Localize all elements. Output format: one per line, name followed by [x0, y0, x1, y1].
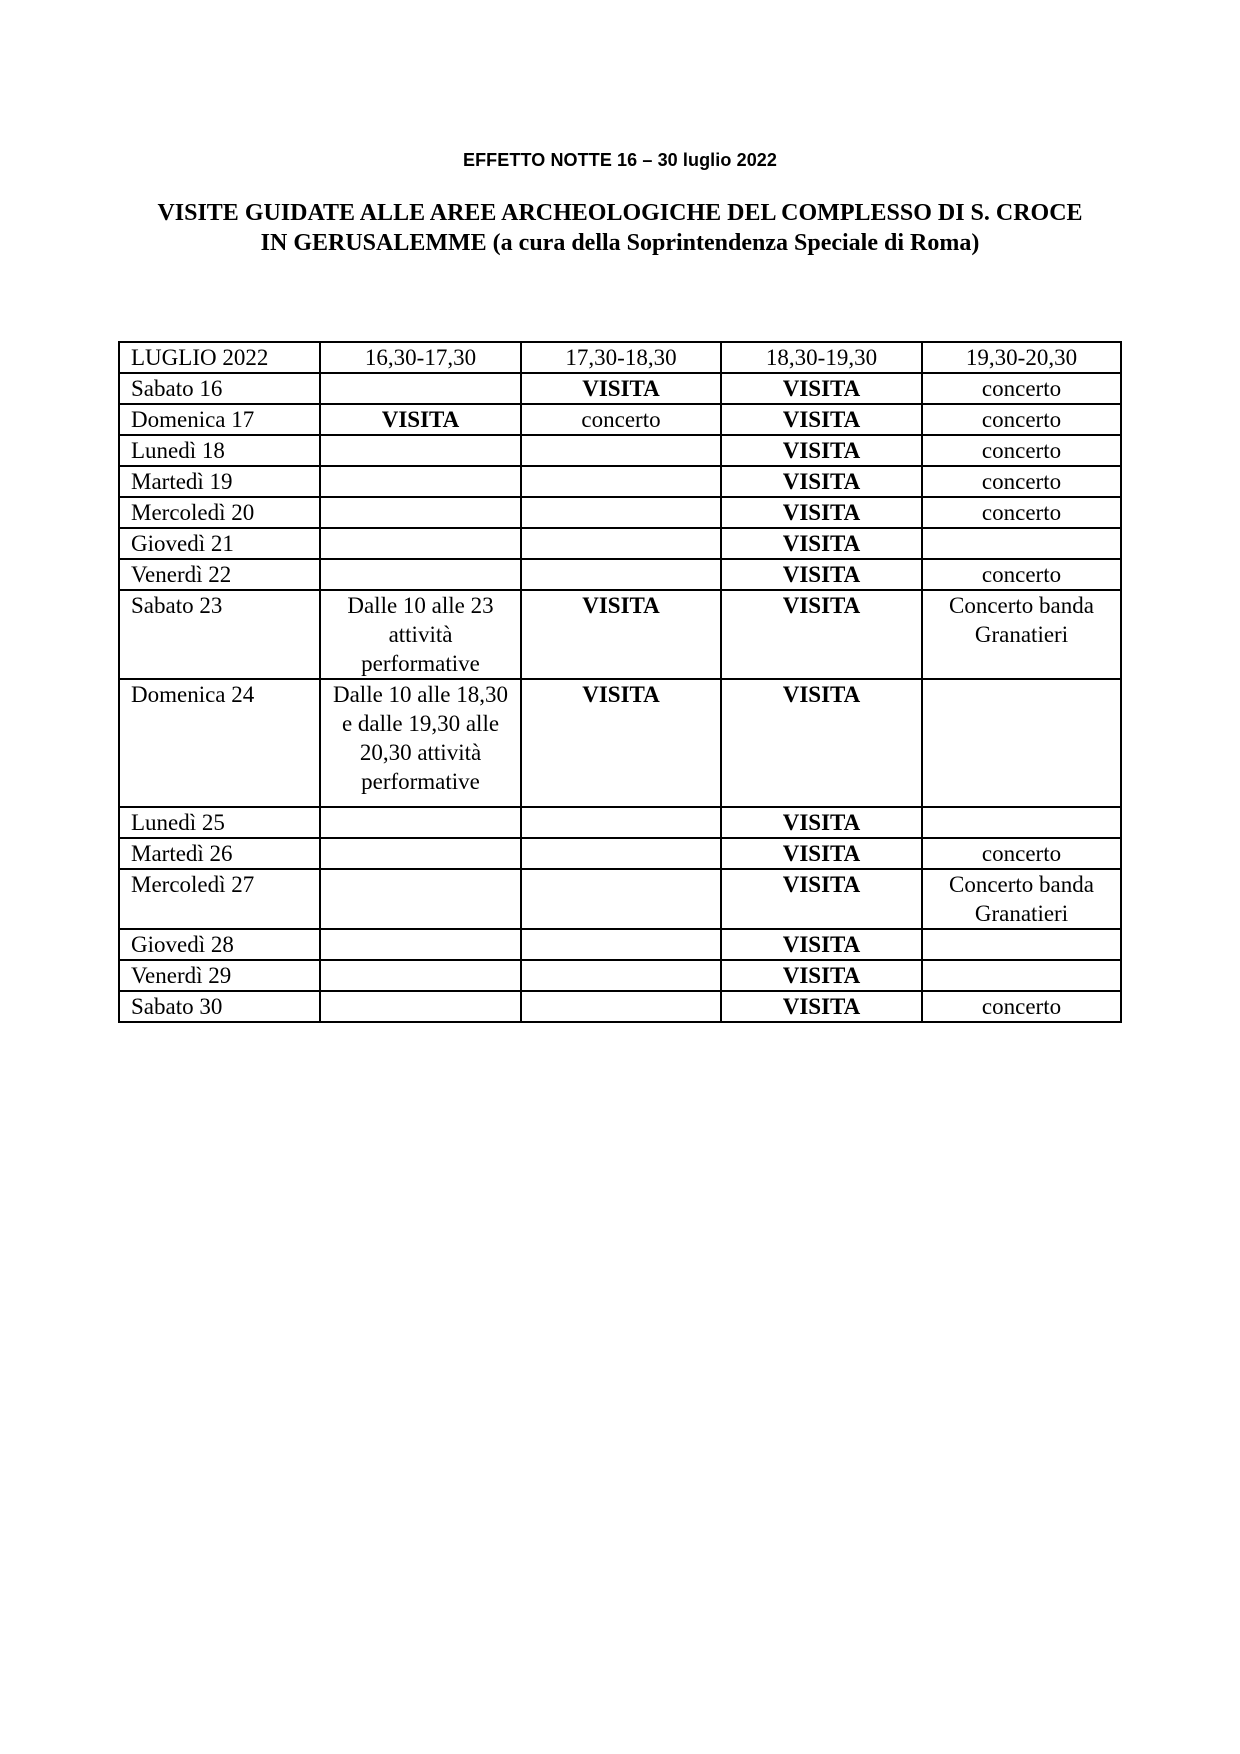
slot-cell: concerto	[922, 435, 1121, 466]
day-cell: Mercoledì 20	[119, 497, 320, 528]
slot-cell: concerto	[922, 373, 1121, 404]
header-slot-1: 16,30-17,30	[320, 342, 521, 373]
table-row	[119, 960, 1121, 991]
slot-cell	[320, 869, 521, 929]
day-cell: Sabato 30	[119, 991, 320, 1022]
slot-cell	[922, 528, 1121, 559]
slot-cell	[521, 559, 721, 590]
header-slot-3: 18,30-19,30	[721, 342, 922, 373]
table-row	[119, 991, 1121, 1022]
day-cell: Venerdì 29	[119, 960, 320, 991]
day-cell: Sabato 23	[119, 590, 320, 679]
table-header-row	[119, 342, 1121, 373]
day-cell: Martedì 26	[119, 838, 320, 869]
slot-cell	[320, 373, 521, 404]
table-row	[119, 838, 1121, 869]
slot-cell: VISITA	[721, 528, 922, 559]
slot-cell: VISITA	[721, 869, 922, 929]
slot-cell: concerto	[922, 404, 1121, 435]
table-row	[119, 435, 1121, 466]
slot-cell	[521, 960, 721, 991]
slot-cell: concerto	[922, 466, 1121, 497]
slot-cell	[521, 807, 721, 838]
table-row	[119, 528, 1121, 559]
slot-cell	[521, 869, 721, 929]
day-cell: Martedì 19	[119, 466, 320, 497]
slot-cell	[521, 929, 721, 960]
table-row	[119, 373, 1121, 404]
slot-cell	[320, 929, 521, 960]
table-row	[119, 466, 1121, 497]
day-cell: Sabato 16	[119, 373, 320, 404]
slot-cell: Dalle 10 alle 18,30 e dalle 19,30 alle 20,30 attività performative	[320, 679, 521, 807]
slot-cell	[922, 807, 1121, 838]
title-line-2: IN GERUSALEMME (a cura della Soprintendenza Speciale di Roma)	[260, 230, 980, 256]
slot-cell: concerto	[521, 404, 721, 435]
table-row	[119, 929, 1121, 960]
slot-cell: VISITA	[521, 590, 721, 679]
day-cell: Giovedì 28	[119, 929, 320, 960]
slot-cell	[320, 528, 521, 559]
header-month: LUGLIO 2022	[119, 342, 320, 373]
slot-cell: VISITA	[721, 590, 922, 679]
schedule-table	[118, 341, 1122, 1023]
slot-cell	[922, 960, 1121, 991]
document-title	[0, 198, 1240, 258]
slot-cell	[521, 991, 721, 1022]
table-row	[119, 559, 1121, 590]
day-cell: Lunedì 18	[119, 435, 320, 466]
slot-cell: concerto	[922, 838, 1121, 869]
slot-cell	[521, 497, 721, 528]
slot-cell	[320, 559, 521, 590]
slot-cell: Dalle 10 alle 23 attività performative	[320, 590, 521, 679]
slot-cell: VISITA	[721, 435, 922, 466]
slot-cell	[320, 838, 521, 869]
table-row	[119, 590, 1121, 679]
slot-cell: Concerto banda Granatieri	[922, 590, 1121, 679]
title-line-1: VISITE GUIDATE ALLE AREE ARCHEOLOGICHE DEL COMPLESSO DI S. CROCE	[157, 200, 1083, 226]
slot-cell: VISITA	[721, 960, 922, 991]
day-cell: Lunedì 25	[119, 807, 320, 838]
slot-cell: VISITA	[721, 559, 922, 590]
slot-cell	[922, 929, 1121, 960]
day-cell: Domenica 17	[119, 404, 320, 435]
slot-cell	[320, 497, 521, 528]
slot-cell: VISITA	[721, 497, 922, 528]
event-header: EFFETTO NOTTE 16 – 30 luglio 2022	[462, 150, 778, 170]
table-row	[119, 404, 1121, 435]
slot-cell	[521, 466, 721, 497]
table-row	[119, 497, 1121, 528]
day-cell: Mercoledì 27	[119, 869, 320, 929]
slot-cell: VISITA	[721, 679, 922, 807]
slot-cell: VISITA	[320, 404, 521, 435]
table-row	[119, 807, 1121, 838]
slot-cell	[521, 528, 721, 559]
slot-cell: VISITA	[721, 991, 922, 1022]
slot-cell	[320, 991, 521, 1022]
slot-cell: concerto	[922, 991, 1121, 1022]
slot-cell: concerto	[922, 497, 1121, 528]
slot-cell: VISITA	[721, 838, 922, 869]
slot-cell: VISITA	[721, 807, 922, 838]
slot-cell: VISITA	[521, 679, 721, 807]
slot-cell	[320, 466, 521, 497]
slot-cell: concerto	[922, 559, 1121, 590]
slot-cell: VISITA	[721, 373, 922, 404]
slot-cell	[521, 838, 721, 869]
header-slot-4: 19,30-20,30	[922, 342, 1121, 373]
slot-cell	[521, 435, 721, 466]
slot-cell	[320, 435, 521, 466]
day-cell: Domenica 24	[119, 679, 320, 807]
slot-cell: VISITA	[721, 929, 922, 960]
slot-cell	[320, 807, 521, 838]
slot-cell	[922, 679, 1121, 807]
slot-cell: VISITA	[721, 404, 922, 435]
slot-cell	[320, 960, 521, 991]
slot-cell: Concerto banda Granatieri	[922, 869, 1121, 929]
slot-cell: VISITA	[721, 466, 922, 497]
table-row	[119, 869, 1121, 929]
day-cell: Giovedì 21	[119, 528, 320, 559]
header-slot-2: 17,30-18,30	[521, 342, 721, 373]
slot-cell: VISITA	[521, 373, 721, 404]
table-row	[119, 679, 1121, 807]
day-cell: Venerdì 22	[119, 559, 320, 590]
